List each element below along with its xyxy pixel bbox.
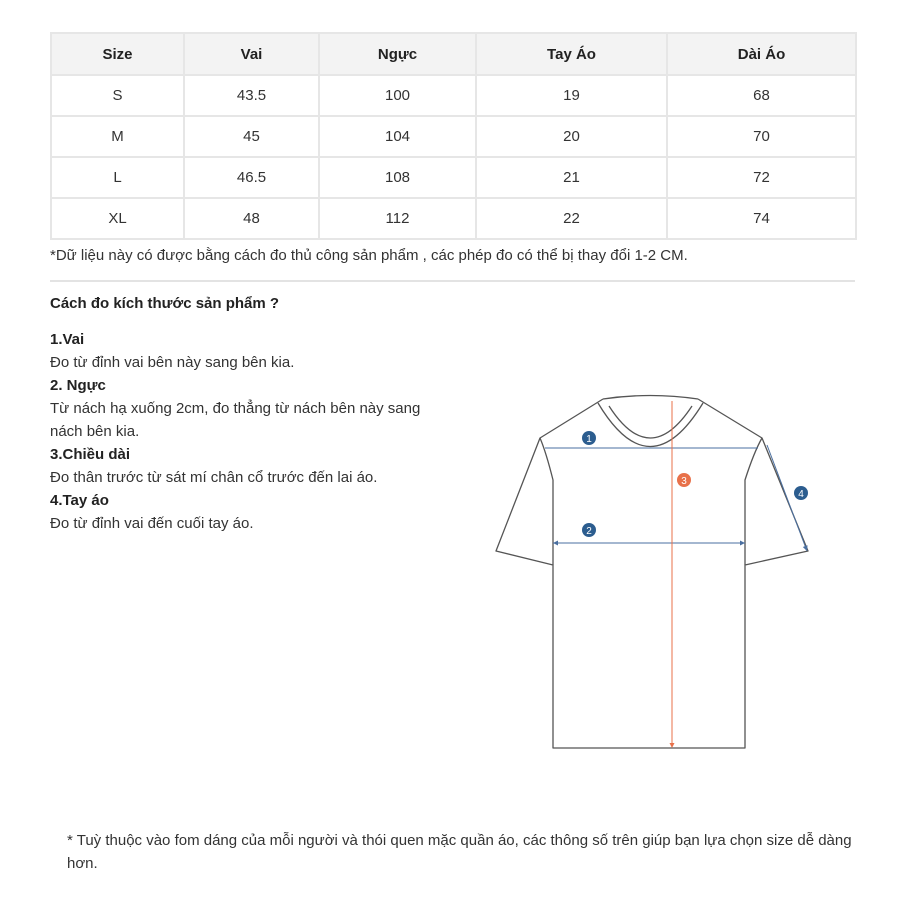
header-dai-ao: Dài Áo (667, 33, 856, 75)
svg-text:3: 3 (681, 476, 687, 487)
table-row (51, 75, 856, 116)
cell-vai: 45 (184, 116, 319, 157)
marker-3 (677, 473, 691, 487)
fit-note: * Tuỳ thuộc vào fom dáng của mỗi người và thói quen mặc quần áo, các thông số trên giúp bạn lựa chọn size dễ dàng hơn. (67, 832, 852, 872)
guide-item-desc: Đo từ đỉnh vai bên này sang bên kia. (50, 354, 295, 371)
svg-text:1: 1 (586, 434, 592, 445)
guide-item-desc: Đo thân trước từ sát mí chân cổ trước đến lai áo. (50, 469, 378, 486)
svg-text:4: 4 (798, 489, 804, 500)
cell-tay-ao: 21 (476, 157, 667, 198)
table-header-row (51, 33, 856, 75)
cell-dai-ao: 72 (667, 157, 856, 198)
measurement-note: *Dữ liệu này có được bằng cách đo thủ công sản phẩm , các phép đo có thể bị thay đổi 1-2 CM. (50, 247, 688, 264)
guide-item-title: 3.Chiều dài (50, 446, 131, 463)
table-row (51, 116, 856, 157)
cell-nguc: 104 (319, 116, 476, 157)
tshirt-diagram (490, 390, 820, 760)
cell-nguc: 112 (319, 198, 476, 239)
marker-2 (582, 523, 596, 537)
header-nguc: Ngực (319, 33, 476, 75)
guide-item-desc: Từ nách hạ xuống 2cm, đo thẳng từ nách bên này sang nách bên kia. (50, 400, 421, 440)
cell-nguc: 108 (319, 157, 476, 198)
marker-1 (582, 431, 596, 445)
guide-item-title: 4.Tay áo (50, 492, 109, 509)
cell-size: XL (51, 198, 184, 239)
cell-size: S (51, 75, 184, 116)
marker-4 (794, 486, 808, 500)
cell-vai: 48 (184, 198, 319, 239)
cell-size: M (51, 116, 184, 157)
cell-vai: 43.5 (184, 75, 319, 116)
table-row (51, 198, 856, 239)
divider (50, 280, 855, 282)
header-size: Size (51, 33, 184, 75)
cell-size: L (51, 157, 184, 198)
cell-tay-ao: 20 (476, 116, 667, 157)
header-tay-ao: Tay Áo (476, 33, 667, 75)
guide-item-title: 1.Vai (50, 331, 85, 348)
measurement-guide (50, 328, 450, 535)
guide-item-desc: Đo từ đỉnh vai đến cuối tay áo. (50, 515, 254, 532)
guide-title: Cách đo kích thước sản phẩm ? (50, 295, 280, 312)
cell-vai: 46.5 (184, 157, 319, 198)
cell-tay-ao: 19 (476, 75, 667, 116)
cell-tay-ao: 22 (476, 198, 667, 239)
size-table (50, 32, 857, 240)
cell-dai-ao: 68 (667, 75, 856, 116)
table-row (51, 157, 856, 198)
header-vai: Vai (184, 33, 319, 75)
cell-nguc: 100 (319, 75, 476, 116)
cell-dai-ao: 70 (667, 116, 856, 157)
svg-text:2: 2 (586, 526, 592, 537)
cell-dai-ao: 74 (667, 198, 856, 239)
guide-item-title: 2. Ngực (50, 377, 106, 394)
